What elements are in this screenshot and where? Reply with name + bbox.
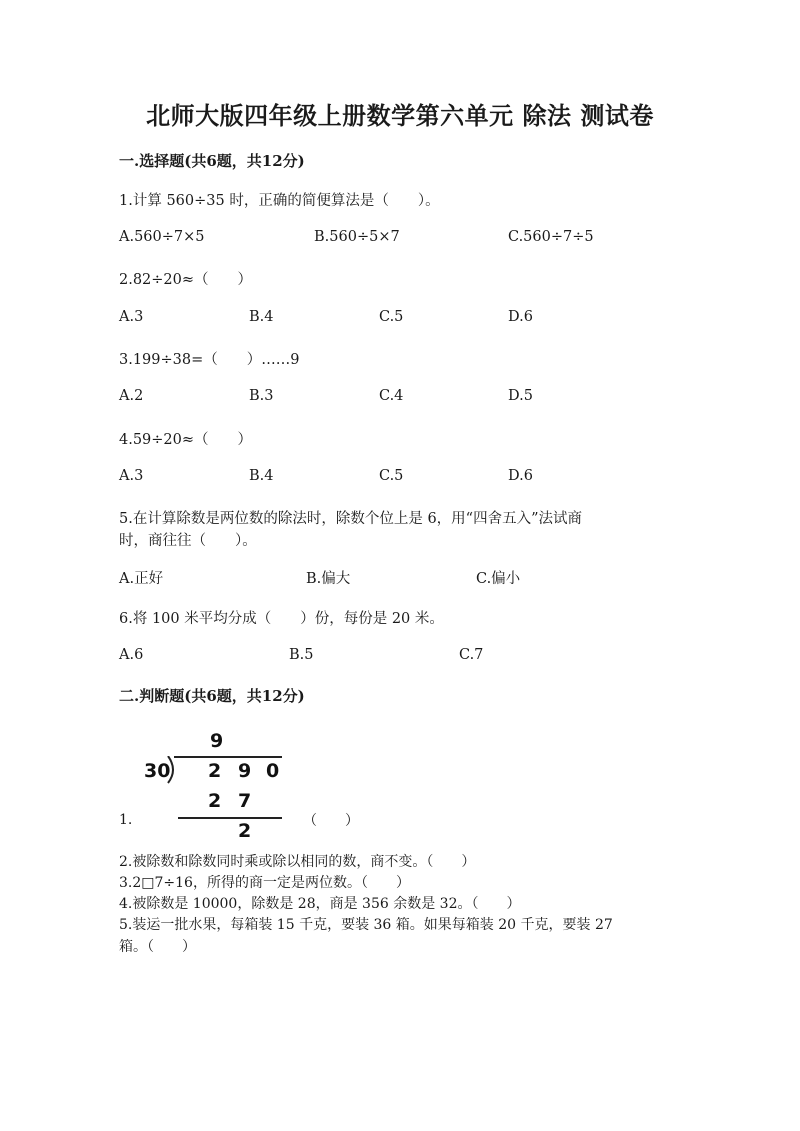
product-digit-1: 2 [208, 790, 222, 812]
judge-question-2: 2.被除数和除数同时乘或除以相同的数，商不变。（ ） [119, 854, 476, 870]
option-3a: A.2 [119, 388, 144, 404]
remainder-digit: 2 [238, 820, 252, 842]
option-4d: D.6 [508, 468, 533, 484]
option-6a: A.6 [119, 647, 144, 663]
division-bar [174, 756, 282, 758]
option-2b: B.4 [249, 309, 274, 325]
option-3d: D.5 [508, 388, 533, 404]
option-5a: A.正好 [119, 571, 164, 587]
question-3: 3.199÷38=（ ）……9 [119, 352, 300, 368]
option-4a: A.3 [119, 468, 144, 484]
option-4b: B.4 [249, 468, 274, 484]
section-heading-choice: 一.选择题(共6题，共12分) [119, 152, 305, 170]
judge-question-4: 4.被除数是 10000，除数是 28，商是 356 余数是 32。（ ） [119, 896, 521, 912]
option-2d: D.6 [508, 309, 533, 325]
option-6c: C.7 [459, 647, 484, 663]
question-1: 1.计算 560÷35 时，正确的简便算法是（ ）。 [119, 193, 440, 209]
judge-question-1-blank: （ ） [303, 813, 359, 829]
dividend-digit-2: 9 [238, 760, 252, 782]
option-2c: C.5 [379, 309, 404, 325]
question-6: 6.将 100 米平均分成（ ）份，每份是 20 米。 [119, 611, 444, 627]
judge-question-1-label: 1. [119, 812, 133, 828]
question-2: 2.82÷20≈（ ） [119, 272, 253, 288]
option-3b: B.3 [249, 388, 274, 404]
question-5-line2: 时，商往往（ ）。 [119, 533, 257, 549]
option-5b: B.偏大 [306, 571, 351, 587]
question-4: 4.59÷20≈（ ） [119, 432, 253, 448]
dividend-digit-3: 0 [266, 760, 280, 782]
judge-question-5-line1: 5.装运一批水果，每箱装 15 千克，要装 36 箱。如果每箱装 20 千克，要装 27 [119, 917, 613, 933]
option-4c: C.5 [379, 468, 404, 484]
long-division-figure [140, 728, 300, 848]
judge-question-5-line2: 箱。（ ） [119, 939, 196, 955]
question-5-line1: 5.在计算除数是两位数的除法时，除数个位上是 6，用“四舍五入”法试商 [119, 511, 582, 527]
option-2a: A.3 [119, 309, 144, 325]
option-1b: B.560÷5×7 [314, 229, 400, 245]
subtraction-line [178, 817, 282, 819]
product-digit-2: 7 [238, 790, 252, 812]
option-1a: A.560÷7×5 [119, 229, 205, 245]
judge-question-3: 3.2□7÷16，所得的商一定是两位数。（ ） [119, 875, 410, 891]
dividend-digit-1: 2 [208, 760, 222, 782]
page-title: 北师大版四年级上册数学第六单元 除法 测试卷 [146, 101, 654, 130]
quotient-digit: 9 [210, 730, 224, 752]
option-1c: C.560÷7÷5 [508, 229, 594, 245]
option-3c: C.4 [379, 388, 404, 404]
divisor: 30 [144, 760, 171, 782]
section-heading-judge: 二.判断题(共6题，共12分) [119, 687, 305, 705]
option-5c: C.偏小 [476, 571, 521, 587]
option-6b: B.5 [289, 647, 314, 663]
